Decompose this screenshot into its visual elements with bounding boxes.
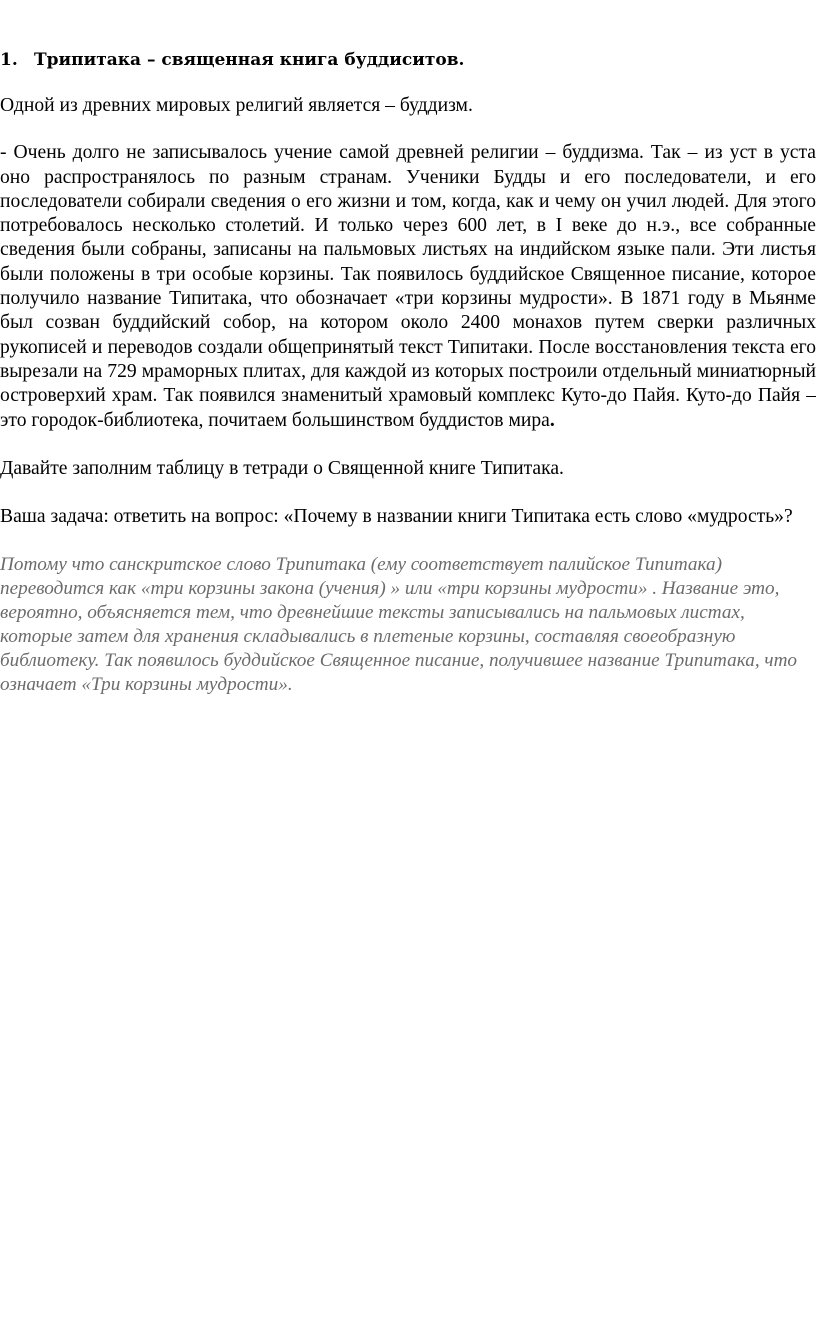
spacer <box>0 118 816 141</box>
spacer <box>0 433 816 457</box>
section-title: Трипитака – священная книга буддиситов. <box>34 50 465 70</box>
spacer <box>0 529 816 553</box>
body-text: - Очень долго не записывалось учение самой древней религии – буддизма. Так – из уст в уста оно распространялось по разным странам. Ученики Будды и его последователи, и его последователи собирали сведения о его жизни и том, когда, как и чему он учил людей. Для этого потребовалось несколько столетий. И только через 600 лет, в I веке до н.э., все собранные сведения были собраны, записаны на пальмовых листьях на индийском языке пали. Эти листья были положены в три особые корзины. Так появилось буддийское Священное писание, которое получило название Типитака, что обозначает «три корзины мудрости». В 1871 году в Мьянме был созван буддийский собор, на котором около 2400 монахов путем сверки различных рукописей и переводов создали общепринятый текст Типитаки. После восстановления текста его вырезали на 729 мраморных плитах, для каждой из которых построили отдельный миниатюрный островерхий храм. Так появился знаменитый храмовый комплекс Куто-до Пайя. Куто-до Пайя – это городок-библиотека, почитаем большинством буддистов мира <box>0 142 816 431</box>
body-end-period: . <box>549 409 555 431</box>
question-paragraph: Ваша задача: ответить на вопрос: «Почему в названии книги Типитака есть слово «мудрость»? <box>0 506 793 528</box>
body-paragraph <box>0 141 816 433</box>
intro-paragraph: Одной из древних мировых религий является – буддизм. <box>0 95 473 116</box>
section-number: 1. <box>0 50 18 70</box>
table-task-paragraph: Давайте заполним таблицу в тетради о Священной книге Типитака. <box>0 457 564 479</box>
spacer <box>0 481 816 505</box>
answer-paragraph: Потому что санскритское слово Трипитака (ему соответствует палийское Типитака) переводится как «три корзины закона (учения) » или «три корзины мудрости» . Название это, вероятно, объясняется тем, что древнейшие тексты записывались на пальмовых листах, которые затем для хранения складывались в плетеные корзины, составляя своеобразную библиотеку. Так появилось буддийское Священное писание, получившее название Трипитака, что означает «Три корзины мудрости». <box>0 554 798 696</box>
section-heading <box>0 48 816 72</box>
